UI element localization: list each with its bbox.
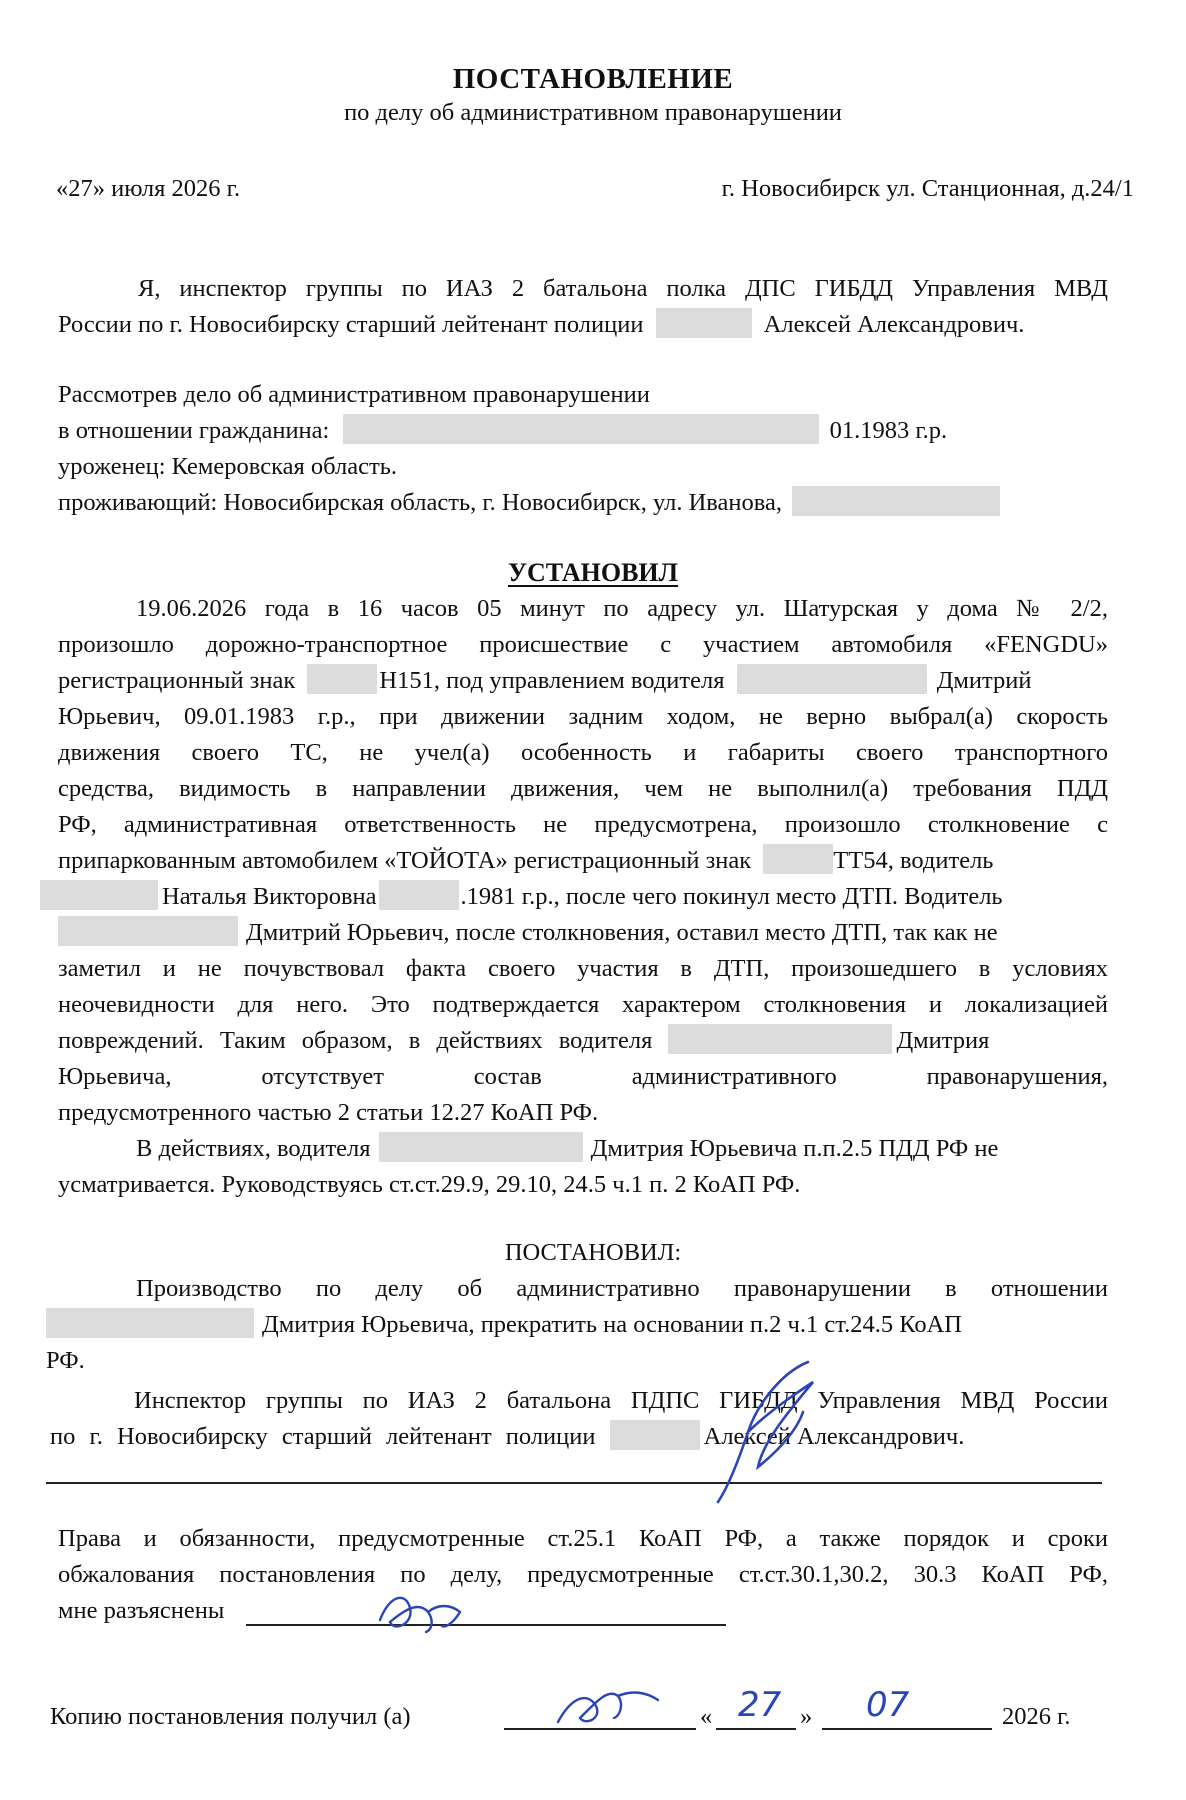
copy-received-label: Копию постановления получил (а) — [50, 1703, 411, 1730]
established-line-11: заметил и не почувствовал факта своего участия в ДТП, произошедшего в условиях — [58, 955, 1108, 982]
document-place: г. Новосибирск ул. Станционная, д.24/1 — [721, 175, 1134, 202]
decided-line-1: Производство по делу об административно правонарушении в отношении — [136, 1275, 1108, 1302]
rights-line-2: обжалования постановления по делу, предусмотренные ст.ст.30.1,30.2, 30.3 КоАП РФ, — [58, 1561, 1108, 1588]
case-line-4: проживающий: Новосибирская область, г. Новосибирск, ул. Иванова, — [58, 486, 1000, 520]
established-line-10: Дмитрий Юрьевич, после столкновения, оставил место ДТП, так как не — [58, 916, 998, 950]
case-line-2: в отношении гражданина: 01.1983 г.р. — [58, 414, 947, 448]
established-line-3: регистрационный знак Н151, под управлением водителя Дмитрий — [58, 664, 1108, 698]
intro-line-2: России по г. Новосибирску старший лейтенант полиции Алексей Александрович. — [58, 308, 1024, 342]
redaction — [379, 1132, 583, 1162]
copy-close-quote: » — [800, 1703, 813, 1730]
established-line-16: В действиях, водителя Дмитрия Юрьевича п.п.2.5 ПДД РФ не — [136, 1132, 998, 1166]
copy-year: 2026 г. — [1002, 1703, 1071, 1730]
section-heading-established: УСТАНОВИЛ — [507, 558, 679, 587]
redaction — [763, 844, 833, 874]
established-line-4: Юрьевич, 09.01.1983 г.р., при движении задним ходом, не верно выбрал(а) скорость — [58, 703, 1108, 730]
redaction — [40, 880, 158, 910]
document-title: ПОСТАНОВЛЕНИЕ — [452, 63, 734, 95]
established-line-15: предусмотренного частью 2 статьи 12.27 КоАП РФ. — [58, 1099, 599, 1126]
established-line-8: припаркованным автомобилем «ТОЙОТА» регистрационный знак ТТ54, водитель — [58, 844, 993, 878]
intro-line-1: Я, инспектор группы по ИАЗ 2 батальона полка ДПС ГИБДД Управления МВД — [138, 275, 1108, 302]
established-line-9: Наталья Викторовна .1981 г.р., после чего покинул место ДТП. Водитель — [40, 880, 1003, 914]
copy-open-quote: « — [700, 1703, 713, 1730]
copy-day: 27 — [738, 1685, 782, 1725]
decided-line-5: по г. Новосибирску старший лейтенант полиции Алексей Александрович. — [50, 1420, 964, 1454]
established-line-17: усматривается. Руководствуясь ст.ст.29.9, 29.10, 24.5 ч.1 п. 2 КоАП РФ. — [58, 1171, 801, 1198]
established-line-6: средства, видимость в направлении движения, чем не выполнил(а) требования ПДД — [58, 775, 1108, 802]
rights-line-1: Права и обязанности, предусмотренные ст.25.1 КоАП РФ, а также порядок и сроки — [58, 1525, 1108, 1552]
citizen-signature — [372, 1582, 482, 1642]
section-heading-decided: ПОСТАНОВИЛ: — [504, 1239, 682, 1266]
document-date: «27» июля 2026 г. — [56, 175, 241, 202]
decided-line-2: Дмитрия Юрьевича, прекратить на основании п.2 ч.1 ст.24.5 КоАП — [46, 1308, 962, 1342]
established-line-5: движения своего ТС, не учел(а) особенность и габариты своего транспортного — [58, 739, 1108, 766]
established-line-14: Юрьевича, отсутствует состав административного правонарушения, — [58, 1063, 1108, 1090]
document-subtitle: по делу об административном правонарушении — [344, 99, 842, 126]
redaction — [792, 486, 1000, 516]
redaction — [668, 1024, 892, 1054]
established-line-1: 19.06.2026 года в 16 часов 05 минут по адресу ул. Шатурская у дома № 2/2, — [136, 595, 1108, 622]
copy-month: 07 — [866, 1685, 910, 1725]
redaction — [737, 664, 927, 694]
established-line-12: неочевидности для него. Это подтверждается характером столкновения и локализацией — [58, 991, 1108, 1018]
redaction — [343, 414, 819, 444]
established-line-2: произошло дорожно-транспортное происшествие с участием автомобиля «FENGDU» — [58, 631, 1108, 658]
decided-line-3: РФ. — [46, 1347, 85, 1374]
redaction — [379, 880, 459, 910]
rights-signature-line — [246, 1624, 726, 1626]
copy-signature — [548, 1672, 668, 1738]
decided-line-4: Инспектор группы по ИАЗ 2 батальона ПДПС ГИБДД Управления МВД России — [134, 1387, 1108, 1414]
case-line-1: Рассмотрев дело об административном правонарушении — [58, 381, 650, 408]
rights-line-3: мне разъяснены — [58, 1597, 225, 1624]
redaction — [58, 916, 238, 946]
case-line-3: уроженец: Кемеровская область. — [58, 453, 397, 480]
redaction — [656, 308, 752, 338]
copy-month-line — [822, 1728, 992, 1730]
established-line-13: повреждений. Таким образом, в действиях водителя Дмитрия — [58, 1024, 989, 1058]
redaction — [307, 664, 377, 694]
copy-day-line — [716, 1728, 796, 1730]
redaction — [610, 1420, 700, 1450]
redaction — [46, 1308, 254, 1338]
established-line-7: РФ, административная ответственность не предусмотрена, произошло столкновение с — [58, 811, 1108, 838]
inspector-signature — [688, 1352, 848, 1512]
separator-line — [46, 1482, 1102, 1484]
